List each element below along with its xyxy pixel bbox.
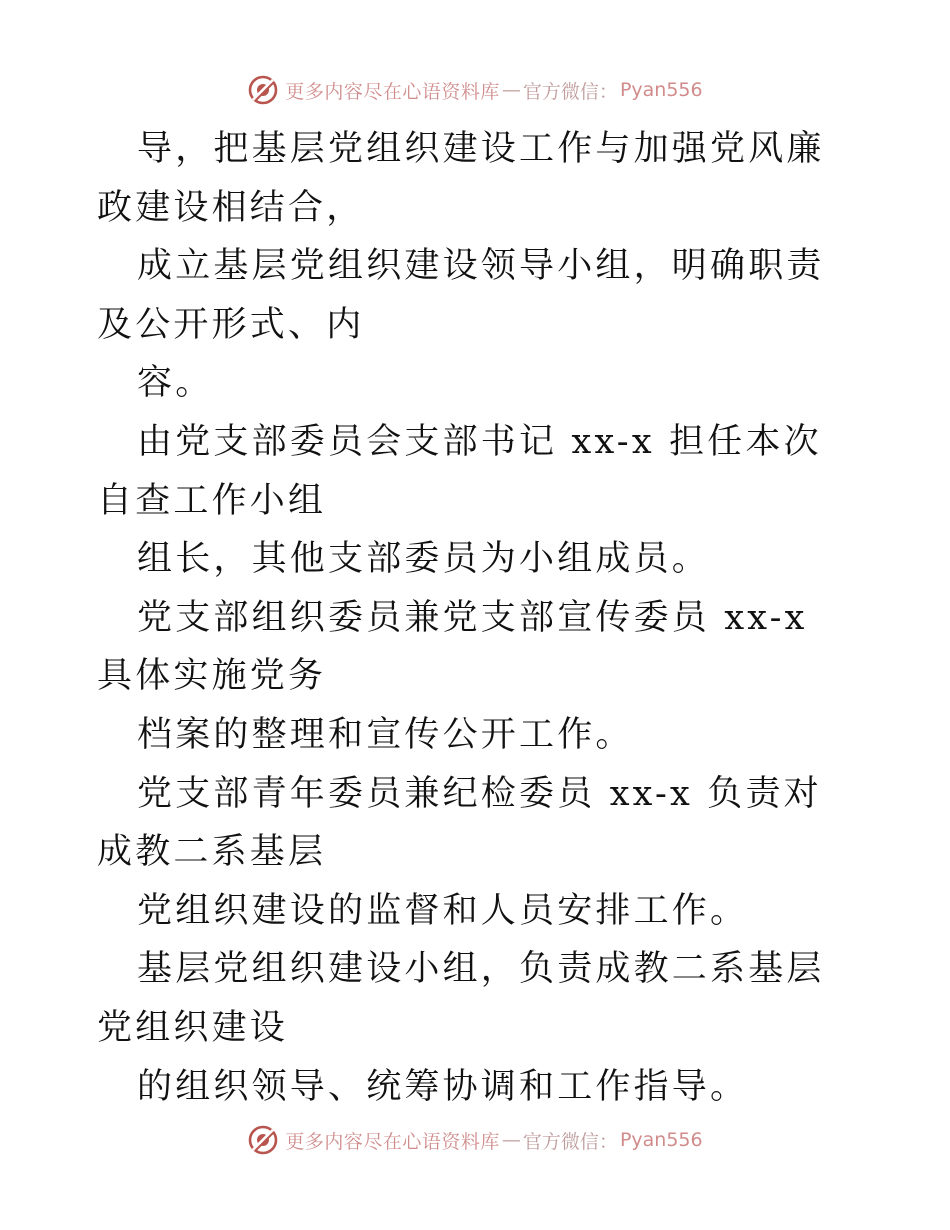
footer-wechat-label: 官方微信： [522,1130,618,1153]
header-wechat-id: Pyan556 [619,79,703,101]
paragraph-7: 档案的整理和宣传公开工作。 [137,714,634,755]
paragraph-4: 由党支部委员会支部书记 xx-x 担任本次自查工作小组 [97,421,822,521]
footer-separator: — [501,1129,521,1151]
paragraph-8: 党支部青年委员兼纪检委员 xx-x 负责对成教二系基层 [97,773,822,873]
header-separator: — [501,79,521,101]
paragraph-1: 导，把基层党组织建设工作与加强党风廉政建设相结合， [97,129,825,228]
brand-logo-icon [247,74,279,106]
header-wechat-label: 官方微信： [522,80,618,103]
footer-wechat-id: Pyan556 [619,1129,703,1151]
document-body [97,120,857,1116]
footer-brand-text: 更多内容尽在心语资料库 [285,1130,500,1153]
brand-logo-icon [247,1124,279,1156]
header-brand-text: 更多内容尽在心语资料库 [285,80,500,103]
page-header-watermark [0,70,950,110]
paragraph-6: 党支部组织委员兼党支部宣传委员 xx-x 具体实施党务 [97,597,822,697]
paragraph-5: 组长，其他支部委员为小组成员。 [137,539,711,580]
paragraph-3: 容。 [137,363,214,404]
paragraph-2: 成立基层党组织建设领导小组，明确职责及公开形式、内 [97,246,825,345]
paragraph-11: 的组织领导、统筹协调和工作指导。 [137,1066,749,1107]
page-footer-watermark [0,1120,950,1160]
paragraph-10: 基层党组织建设小组，负责成教二系基层党组织建设 [97,949,825,1048]
paragraph-9: 党组织建设的监督和人员安排工作。 [137,890,749,931]
